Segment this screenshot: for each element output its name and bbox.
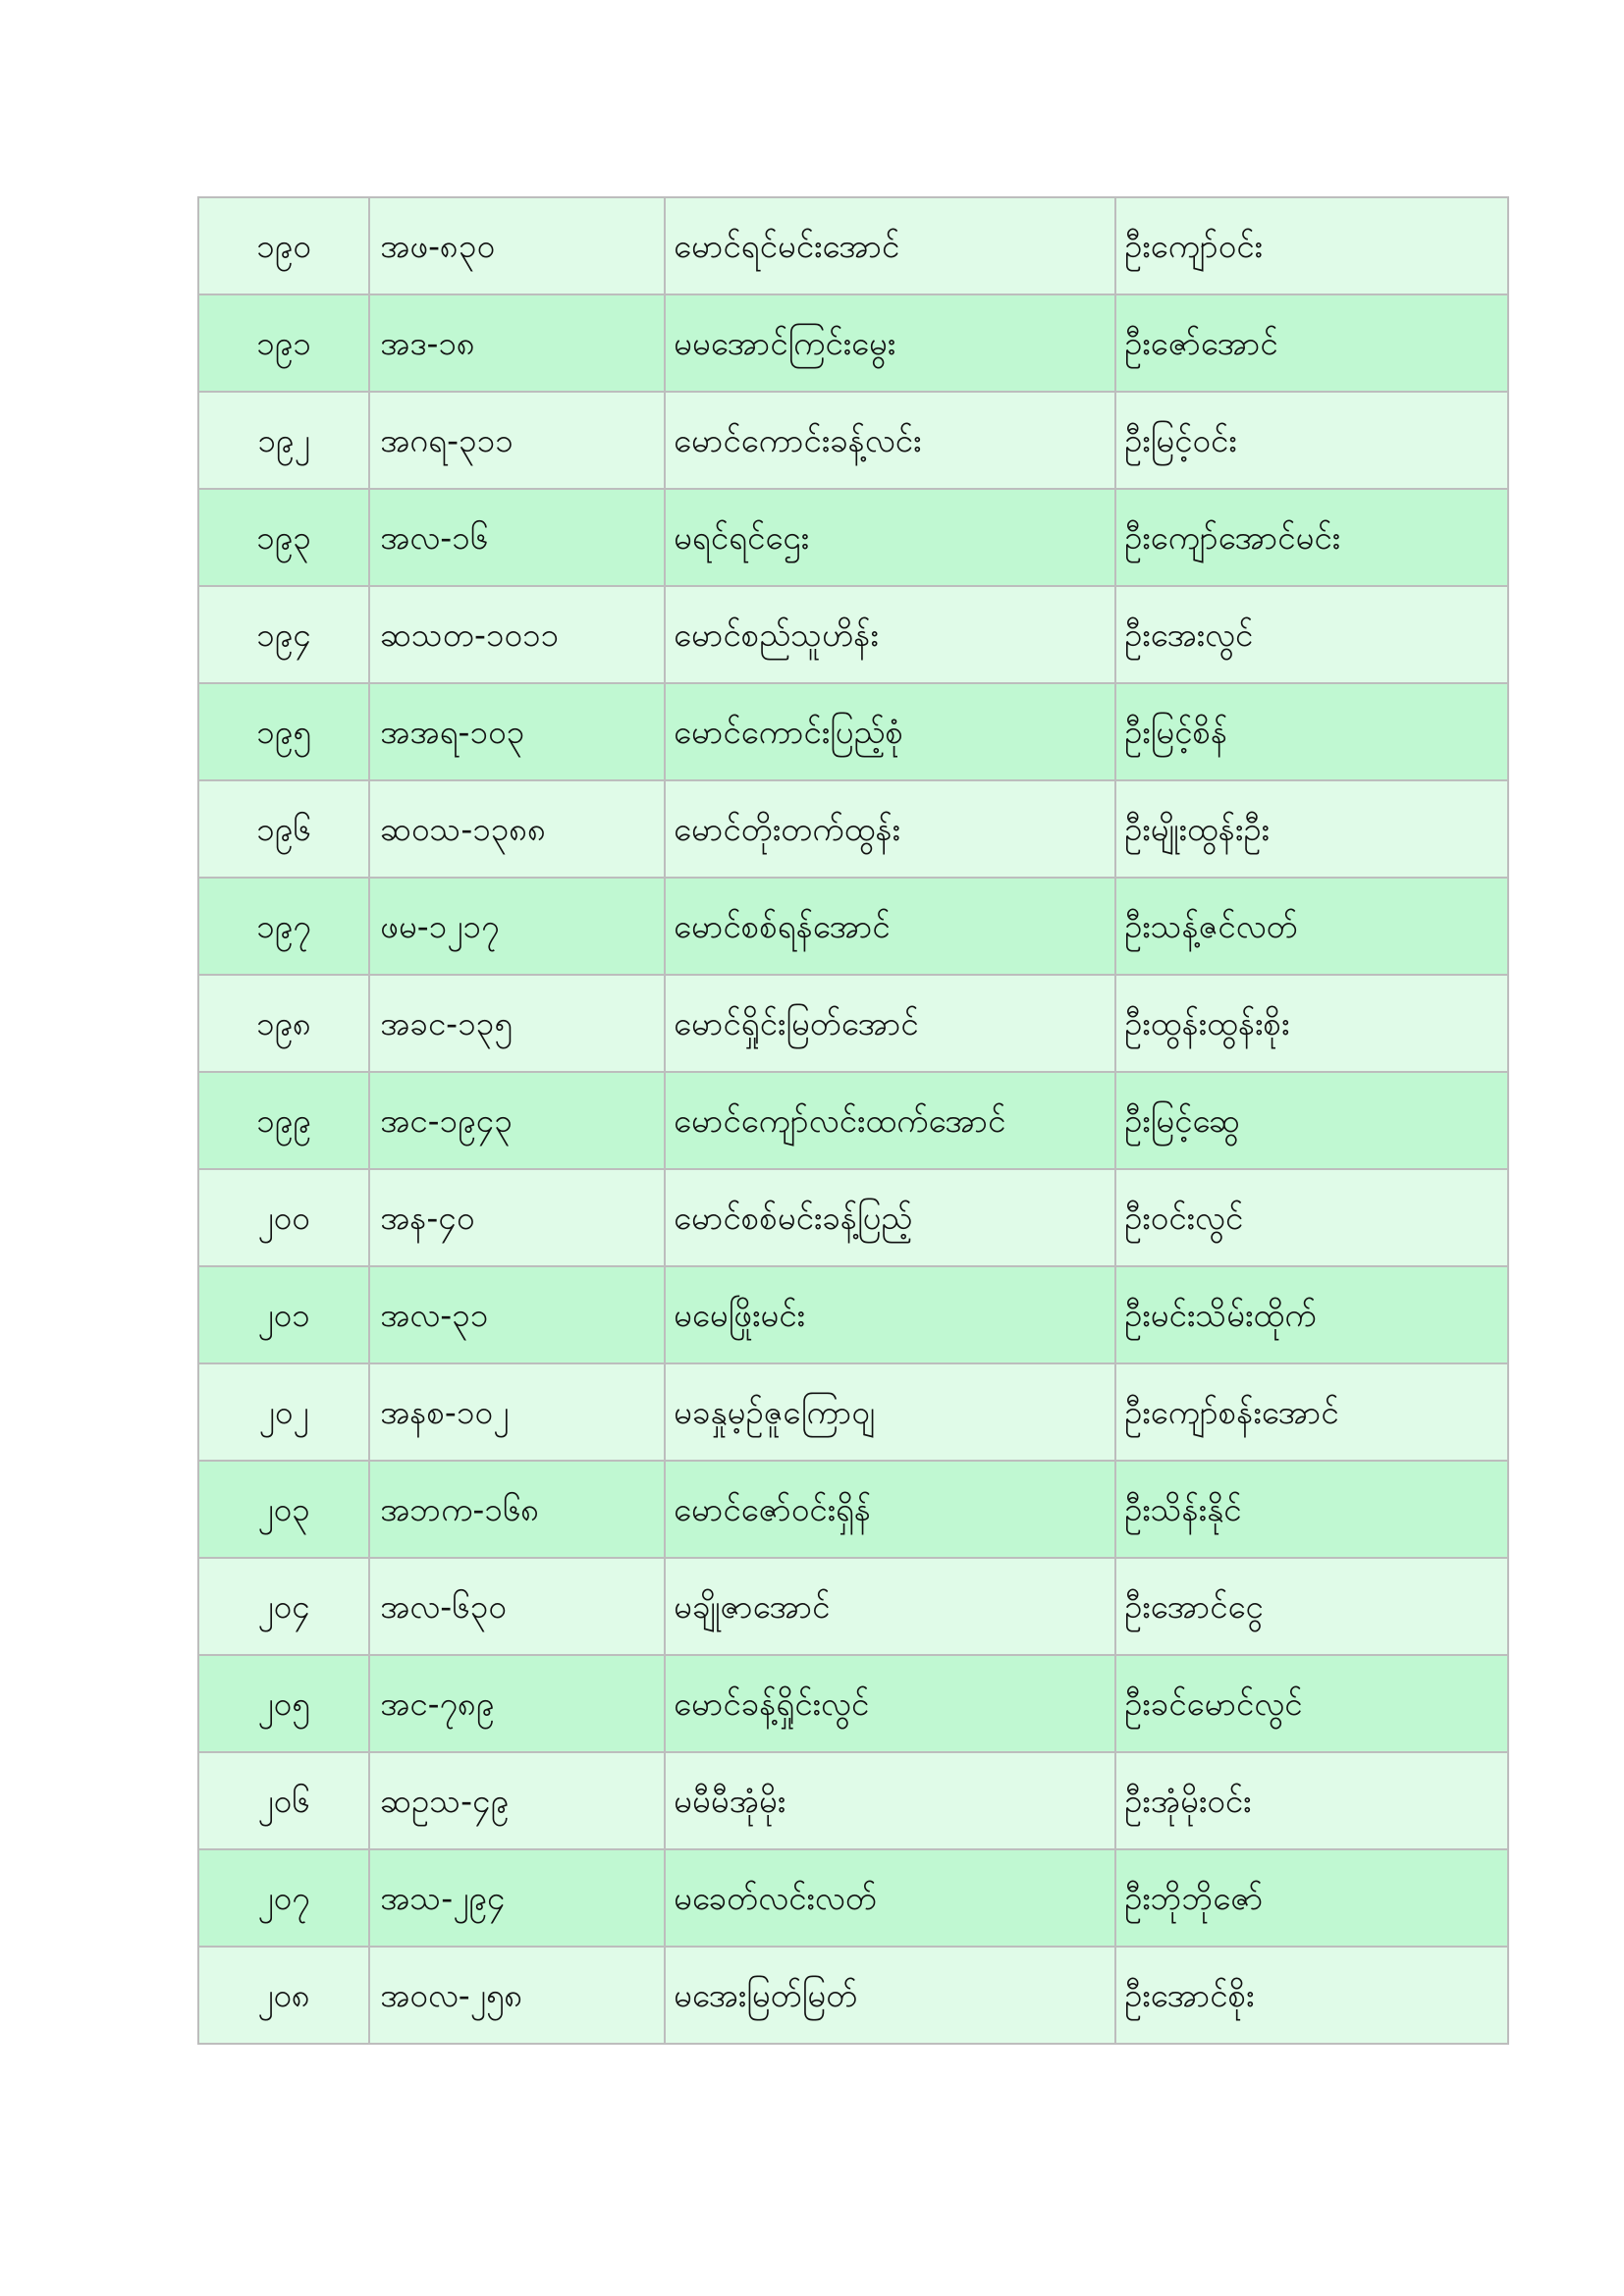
cell-student-name: မမအောင်ကြင်းမွေး: [665, 294, 1115, 392]
cell-student-name: မခေတ်လင်းလတ်: [665, 1849, 1115, 1947]
cell-roll-id: အင-၁၉၄၃: [369, 1072, 665, 1169]
cell-student-name: မအေးမြတ်မြတ်: [665, 1947, 1115, 2044]
cell-number: ၂၀၃: [198, 1461, 369, 1558]
cell-father-name: ဦးမြင့်စိန်: [1115, 683, 1508, 780]
table-row: [198, 586, 1508, 683]
cell-father-name: ဦးအေးလွင်: [1115, 586, 1508, 683]
table-row: [198, 975, 1508, 1072]
cell-roll-id: အင-၇၈၉: [369, 1655, 665, 1752]
cell-number: ၂၀၅: [198, 1655, 369, 1752]
cell-roll-id: အသ-၂၉၄: [369, 1849, 665, 1947]
cell-student-name: မောင်စစ်ရန်အောင်: [665, 878, 1115, 975]
cell-number: ၂၀၇: [198, 1849, 369, 1947]
cell-roll-id: အနစ-၁၀၂: [369, 1363, 665, 1461]
cell-number: ၁၉၆: [198, 780, 369, 878]
cell-roll-id: အဖ-၈၃၀: [369, 197, 665, 294]
cell-student-name: မမီမီအုံမိုး: [665, 1752, 1115, 1849]
cell-roll-id: အဒ-၁၈: [369, 294, 665, 392]
table-row: [198, 878, 1508, 975]
table-row: [198, 197, 1508, 294]
cell-roll-id: ဆဥသ-၄၉: [369, 1752, 665, 1849]
cell-number: ၂၀၈: [198, 1947, 369, 2044]
cell-student-name: မောင်ကောင်းခန့်လင်း: [665, 392, 1115, 489]
cell-student-name: မောင်ခန့်ရှိုင်းလွင်: [665, 1655, 1115, 1752]
cell-father-name: ဦးမြင့်ဆွေ: [1115, 1072, 1508, 1169]
cell-number: ၁၉၁: [198, 294, 369, 392]
cell-student-name: မောင်စည်သူဟိန်း: [665, 586, 1115, 683]
cell-number: ၁၉၈: [198, 975, 369, 1072]
cell-number: ၂၀၆: [198, 1752, 369, 1849]
cell-roll-id: အဘက-၁၆၈: [369, 1461, 665, 1558]
table-row: [198, 1558, 1508, 1655]
cell-number: ၂၀၀: [198, 1169, 369, 1266]
cell-father-name: ဦးအောင်စိုး: [1115, 1947, 1508, 2044]
table-row: [198, 1849, 1508, 1947]
cell-student-name: မောင်စစ်မင်းခန့်ပြည့်: [665, 1169, 1115, 1266]
cell-father-name: ဦးကျော်အောင်မင်း: [1115, 489, 1508, 586]
cell-student-name: မရင်ရင်ဌေး: [665, 489, 1115, 586]
cell-father-name: ဦးခင်မောင်လွင်: [1115, 1655, 1508, 1752]
results-table: [197, 196, 1509, 2045]
cell-father-name: ဦးဝင်းလွင်: [1115, 1169, 1508, 1266]
cell-roll-id: အလ-၆၃၀: [369, 1558, 665, 1655]
cell-student-name: မခနှုမ့ဉ်ဇူကြော၀ျ: [665, 1363, 1115, 1461]
cell-roll-id: ဆသတ-၁၀၁၁: [369, 586, 665, 683]
table-row: [198, 1169, 1508, 1266]
cell-roll-id: အလ-၃၁: [369, 1266, 665, 1363]
table-row: [198, 1363, 1508, 1461]
table-row: [198, 1266, 1508, 1363]
cell-number: ၁၉၉: [198, 1072, 369, 1169]
cell-roll-id: အအရ-၁၀၃: [369, 683, 665, 780]
cell-father-name: ဦးကျော်စန်းအောင်: [1115, 1363, 1508, 1461]
cell-student-name: မချိုဇာအောင်: [665, 1558, 1115, 1655]
cell-roll-id: အဂရ-၃၁၁: [369, 392, 665, 489]
cell-roll-id: အလ-၁၆: [369, 489, 665, 586]
cell-number: ၁၉၀: [198, 197, 369, 294]
cell-number: ၁၉၇: [198, 878, 369, 975]
cell-father-name: ဦးသိန်းနိုင်: [1115, 1461, 1508, 1558]
cell-roll-id: ဖမ-၁၂၁၇: [369, 878, 665, 975]
cell-number: ၁၉၂: [198, 392, 369, 489]
cell-student-name: မမေဖြိုးမင်း: [665, 1266, 1115, 1363]
cell-number: ၁၉၄: [198, 586, 369, 683]
cell-number: ၁၉၅: [198, 683, 369, 780]
cell-student-name: မောင်ရှိုင်းမြတ်အောင်: [665, 975, 1115, 1072]
cell-father-name: ဦးအုံမိုးဝင်း: [1115, 1752, 1508, 1849]
table-row: [198, 489, 1508, 586]
cell-roll-id: အန-၄၀: [369, 1169, 665, 1266]
cell-number: ၂၀၂: [198, 1363, 369, 1461]
cell-father-name: ဦးသန့်ဇင်လတ်: [1115, 878, 1508, 975]
cell-father-name: ဦးဘိုဘိုဇော်: [1115, 1849, 1508, 1947]
cell-father-name: ဦးဇော်အောင်: [1115, 294, 1508, 392]
cell-father-name: ဦးကျော်ဝင်း: [1115, 197, 1508, 294]
table-row: [198, 392, 1508, 489]
cell-number: ၁၉၃: [198, 489, 369, 586]
cell-student-name: မောင်ကောင်းပြည့်စုံ: [665, 683, 1115, 780]
cell-roll-id: အခင-၁၃၅: [369, 975, 665, 1072]
cell-father-name: ဦးထွန်းထွန်းစိုး: [1115, 975, 1508, 1072]
table-row: [198, 1461, 1508, 1558]
cell-father-name: ဦးမျိုးထွန်းဦး: [1115, 780, 1508, 878]
cell-student-name: မောင်ဇော်ဝင်းရှိန်: [665, 1461, 1115, 1558]
cell-father-name: ဦးအောင်ငွေ: [1115, 1558, 1508, 1655]
table-row: [198, 1655, 1508, 1752]
cell-student-name: မောင်ကျော်လင်းထက်အောင်: [665, 1072, 1115, 1169]
table-row: [198, 294, 1508, 392]
cell-roll-id: အဝလ-၂၅၈: [369, 1947, 665, 2044]
table-row: [198, 780, 1508, 878]
table-row: [198, 683, 1508, 780]
cell-father-name: ဦးမင်းသိမ်းထိုက်: [1115, 1266, 1508, 1363]
table-row: [198, 1072, 1508, 1169]
cell-father-name: ဦးမြင့်ဝင်း: [1115, 392, 1508, 489]
table-row: [198, 1947, 1508, 2044]
cell-student-name: မောင်ရင်မင်းအောင်: [665, 197, 1115, 294]
cell-number: ၂၀၁: [198, 1266, 369, 1363]
table-row: [198, 1752, 1508, 1849]
cell-number: ၂၀၄: [198, 1558, 369, 1655]
cell-student-name: မောင်တိုးတက်ထွန်း: [665, 780, 1115, 878]
cell-roll-id: ဆဝသ-၁၃၈၈: [369, 780, 665, 878]
table-body: [198, 197, 1508, 2044]
